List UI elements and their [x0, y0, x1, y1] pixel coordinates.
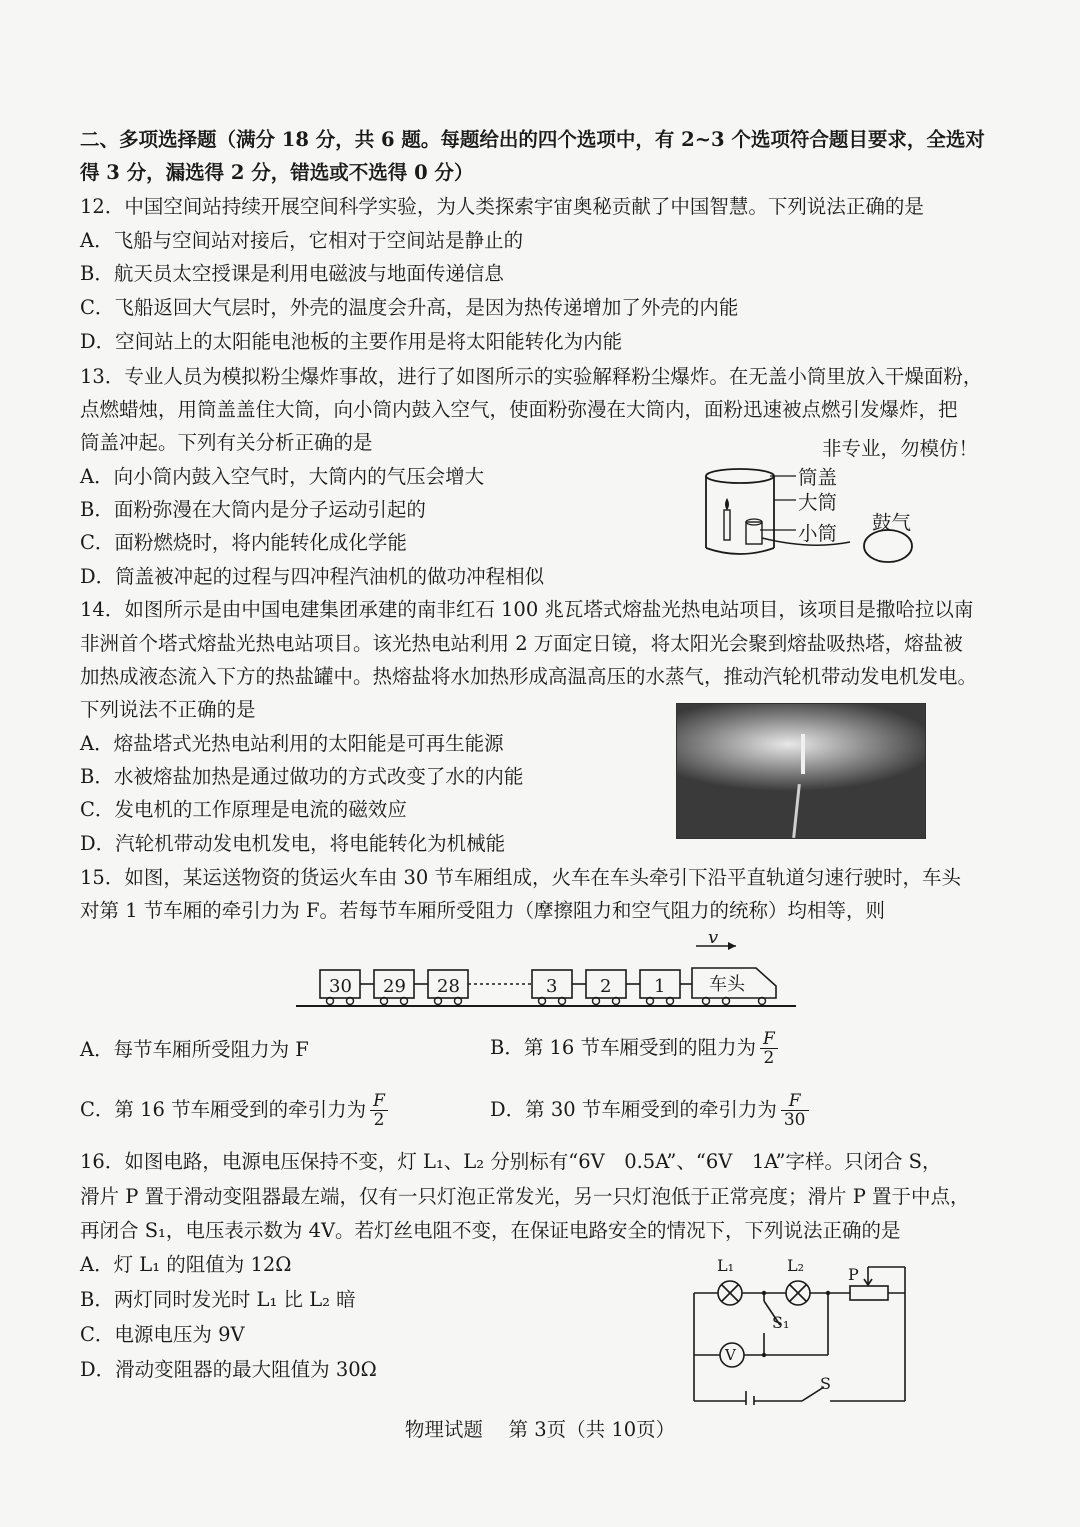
train-car-1: 1	[654, 976, 666, 997]
q12-stem: 12．中国空间站持续开展空间科学实验，为人类探索宇宙奥秘贡献了中国智慧。下列说法正确的是	[80, 195, 924, 218]
q14-stem-4: 下列说法不正确的是	[80, 698, 256, 721]
q16-option-d: D．滑动变阻器的最大阻值为 30Ω	[80, 1358, 377, 1381]
train-engine-label: 车头	[709, 974, 745, 995]
q16-stem-1: 16．如图电路，电源电压保持不变，灯 L₁、L₂ 分别标有“6V 0.5A”、“6V 1A”字样。只闭合 S，	[80, 1150, 942, 1173]
fraction: $\frac{F}{2}$	[370, 1092, 388, 1129]
q15-stem-2: 对第 1 节车厢的牵引力为 F。若每节车厢所受阻力（摩擦阻力和空气阻力的统称）均相等，则	[80, 899, 886, 922]
q14-stem-1: 14．如图所示是由中国电建集团承建的南非红石 100 兆瓦塔式熔盐光热电站项目，该项目是撒哈拉以南	[80, 598, 974, 621]
q14-solar-plant-photo	[676, 703, 926, 839]
q15-option-c: C．第 16 节车厢受到的牵引力为 $\frac{F}{2}$	[80, 1092, 388, 1129]
q14-stem-3: 加热成液态流入下方的热盐罐中。热熔盐将水加热形成高温高压的水蒸气，推动汽轮机带动发电机发电。	[80, 665, 978, 688]
q13-label-blow: 鼓气	[872, 511, 912, 534]
q14-option-c: C．发电机的工作原理是电流的磁效应	[80, 798, 407, 821]
section-title: 二、多项选择题（满分 18 分，共 6 题。每题给出的四个选项中，有 2~3 个选项符合题目要求，全选对	[80, 128, 985, 151]
label-voltmeter: V	[725, 1346, 736, 1364]
q13-label-small-can: 小筒	[798, 522, 838, 545]
page-footer: 物理试题 第 3页（共 10页）	[404, 1418, 676, 1441]
q16-option-b: B．两灯同时发光时 L₁ 比 L₂ 暗	[80, 1288, 356, 1311]
q15-option-b: B．第 16 节车厢受到的阻力为 $\frac{F}{2}$	[490, 1030, 778, 1067]
q12-option-d: D．空间站上的太阳能电池板的主要作用是将太阳能转化为内能	[80, 330, 623, 353]
q12-option-c: C．飞船返回大气层时，外壳的温度会升高，是因为热传递增加了外壳的内能	[80, 296, 739, 319]
train-car-30: 30	[329, 976, 352, 997]
q14-option-d: D．汽轮机带动发电机发电，将电能转化为机械能	[80, 832, 506, 855]
solar-tower	[801, 734, 805, 774]
q16-option-c: C．电源电压为 9V	[80, 1323, 245, 1346]
q13-label-big-can: 大筒	[798, 491, 838, 514]
fraction: $\frac{F}{30}$	[781, 1092, 809, 1129]
label-p: P	[848, 1265, 859, 1284]
q14-stem-2: 非洲首个塔式熔盐光热电站项目。该光热电站利用 2 万面定日镜，将太阳光会聚到熔盐吸热塔，熔盐被	[80, 632, 963, 655]
train-car-2: 2	[600, 976, 612, 997]
q16-stem-2: 滑片 P 置于滑动变阻器最左端，仅有一只灯泡正常发光，另一只灯泡低于正常亮度；滑片 P 置于中点，	[80, 1185, 970, 1208]
q16-option-a: A．灯 L₁ 的阻值为 12Ω	[80, 1253, 292, 1276]
label-l2: L₂	[787, 1256, 805, 1275]
train-car-3: 3	[546, 976, 558, 997]
q13-stem-2: 点燃蜡烛，用筒盖盖住大筒，向小筒内鼓入空气，使面粉弥漫在大筒内，面粉迅速被点燃引发爆炸，把	[80, 398, 958, 421]
q13-option-d: D．筒盖被冲起的过程与四冲程汽油机的做功冲程相似	[80, 565, 545, 588]
photo-road	[792, 784, 801, 838]
q12-option-a: A．飞船与空间站对接后，它相对于空间站是静止的	[80, 229, 524, 252]
section-title-cont: 得 3 分，漏选得 2 分，错选或不选得 0 分）	[80, 161, 474, 184]
q13-warning: 非专业，勿模仿！	[822, 437, 979, 460]
train-car-29: 29	[383, 976, 406, 997]
velocity-label: v	[708, 927, 719, 948]
q13-stem-1: 13．专业人员为模拟粉尘爆炸事故，进行了如图所示的实验解释粉尘爆炸。在无盖小筒里放入干燥面粉，	[80, 365, 983, 388]
q15-stem-1: 15．如图，某运送物资的货运火车由 30 节车厢组成，火车在车头牵引下沿平直轨道匀速行驶时，车头	[80, 866, 962, 889]
q13-option-c: C．面粉燃烧时，将内能转化成化学能	[80, 531, 407, 554]
q14-option-a: A．熔盐塔式光热电站利用的太阳能是可再生能源	[80, 732, 504, 755]
label-l1: L₁	[717, 1256, 735, 1275]
train-car-28: 28	[437, 976, 460, 997]
q15-option-d: D．第 30 节车厢受到的牵引力为 $\frac{F}{30}$	[490, 1092, 809, 1129]
label-s1: S₁	[772, 1313, 790, 1332]
q13-label-lid: 筒盖	[798, 466, 838, 489]
q13-option-a: A．向小筒内鼓入空气时，大筒内的气压会增大	[80, 465, 485, 488]
q13-stem-3: 筒盖冲起。下列有关分析正确的是	[80, 431, 373, 454]
q12-option-b: B．航天员太空授课是利用电磁波与地面传递信息	[80, 262, 504, 285]
q15-option-a: A．每节车厢所受阻力为 F	[80, 1038, 309, 1061]
q13-option-b: B．面粉弥漫在大筒内是分子运动引起的	[80, 498, 426, 521]
q16-stem-3: 再闭合 S₁，电压表示数为 4V。若灯丝电阻不变，在保证电路安全的情况下，下列说法正确的是	[80, 1219, 901, 1242]
label-s: S	[820, 1374, 831, 1393]
q14-option-b: B．水被熔盐加热是通过做功的方式改变了水的内能	[80, 765, 524, 788]
fraction: $\frac{F}{2}$	[760, 1030, 778, 1067]
